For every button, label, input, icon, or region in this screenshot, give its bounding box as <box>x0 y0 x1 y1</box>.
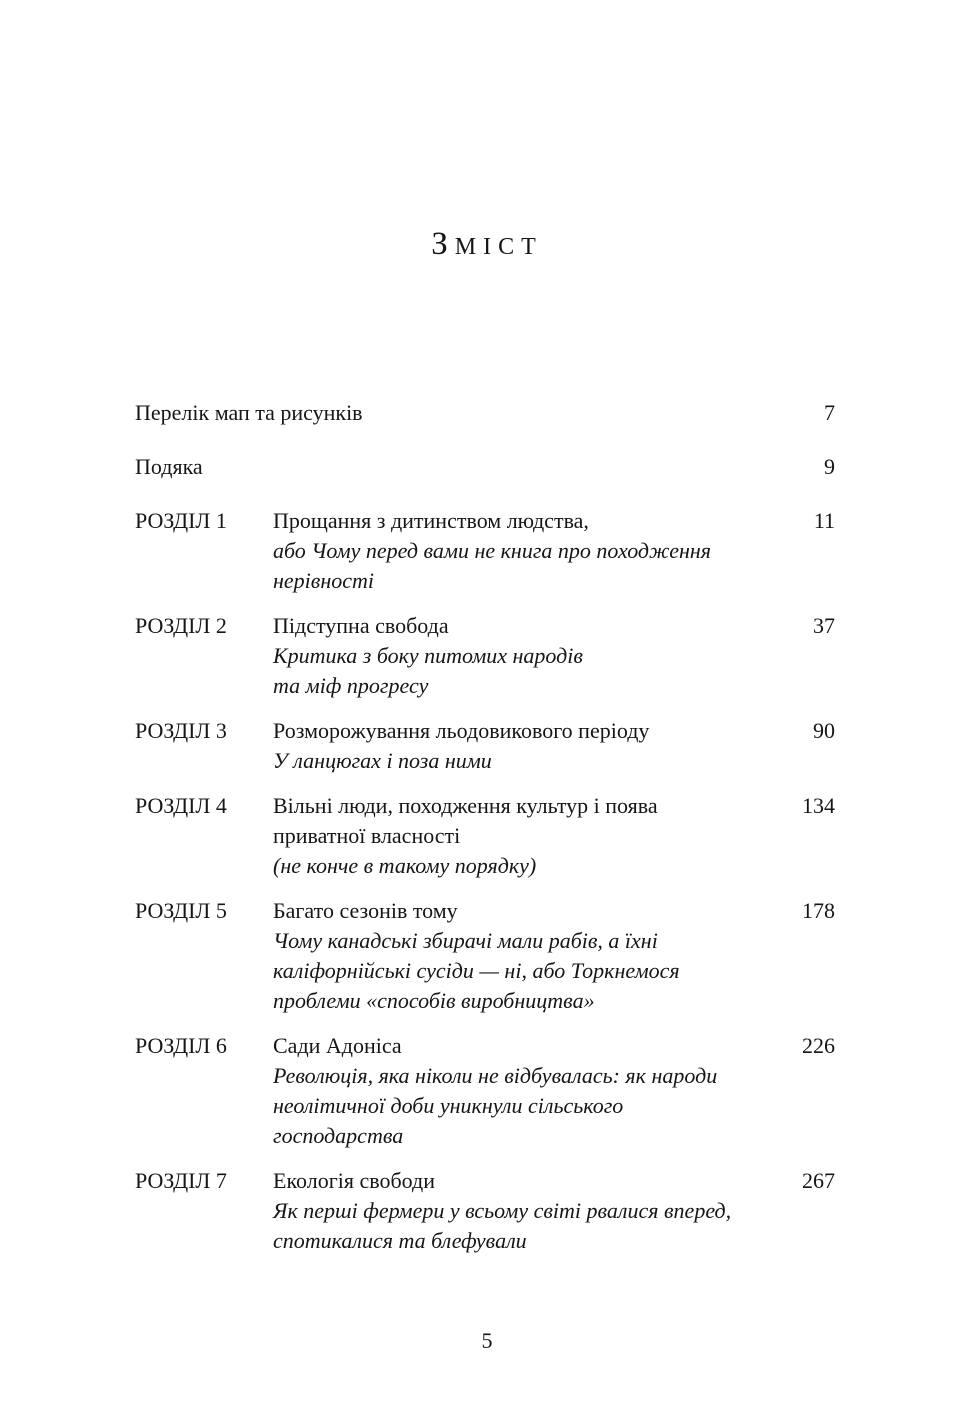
chapter-body <box>273 506 775 596</box>
toc-entry-page-number: 11 <box>813 508 835 533</box>
chapter-title-line: Екологія свободи <box>273 1168 435 1193</box>
chapter-title-line: Сади Адоніса <box>273 1033 402 1058</box>
chapter-title-line: Вільні люди, походження культур і поява <box>273 793 658 818</box>
chapter-subtitle-line: спотикалися та блефували <box>273 1228 527 1253</box>
chapter-subtitle-line: Революція, яка ніколи не відбувалась: як народи <box>273 1063 718 1088</box>
chapter-body <box>273 791 775 881</box>
chapter-title <box>273 791 775 851</box>
toc-entry-page-number: 37 <box>813 613 835 638</box>
toc-entry-chapter-2 <box>135 611 835 701</box>
chapter-label: РОЗДІЛ 3 <box>135 718 227 743</box>
chapter-label: РОЗДІЛ 4 <box>135 793 227 818</box>
chapter-subtitle <box>273 1061 775 1151</box>
chapter-subtitle <box>273 536 775 596</box>
chapter-label: РОЗДІЛ 2 <box>135 613 227 638</box>
chapter-title-line: Розморожування льодовикового періоду <box>273 718 650 743</box>
chapter-subtitle <box>273 1196 775 1256</box>
chapter-subtitle-line: нерівності <box>273 568 375 593</box>
chapter-title-line: приватної власності <box>273 823 461 848</box>
toc-entry-page-number: 7 <box>824 400 835 425</box>
toc-entry-label: Подяка <box>135 454 203 479</box>
chapter-title <box>273 896 775 926</box>
chapter-title <box>273 506 775 536</box>
chapter-label: РОЗДІЛ 6 <box>135 1033 227 1058</box>
chapter-title <box>273 611 775 641</box>
chapter-subtitle-line: Чому канадські збирачі мали рабів, а їхні <box>273 928 658 953</box>
toc-entry-page-number: 134 <box>802 793 835 818</box>
toc-entry-chapter-5 <box>135 896 835 1016</box>
page-title <box>0 228 974 261</box>
chapter-body <box>273 1166 775 1256</box>
chapter-subtitle <box>273 851 775 881</box>
chapter-subtitle <box>273 926 775 1016</box>
folio-page-number: 5 <box>481 1328 493 1353</box>
chapter-body <box>273 1031 775 1151</box>
toc-entry-chapter-7 <box>135 1166 835 1256</box>
chapter-subtitle-line: господарства <box>273 1123 404 1148</box>
chapter-subtitle-line: неолітичної доби уникнули сільського <box>273 1093 624 1118</box>
chapter-subtitle-line: або Чому перед вами не книга про походження <box>273 538 712 563</box>
chapter-subtitle <box>273 641 775 701</box>
toc-entry-chapter-4 <box>135 791 835 881</box>
toc-entry-page-number: 90 <box>813 718 835 743</box>
toc-entry-chapter-6 <box>135 1031 835 1151</box>
toc-entry-page-number: 9 <box>824 454 835 479</box>
chapter-label: РОЗДІЛ 1 <box>135 508 227 533</box>
chapter-title <box>273 1031 775 1061</box>
chapter-label: РОЗДІЛ 5 <box>135 898 227 923</box>
chapter-title-line: Прощання з дитинством людства, <box>273 508 589 533</box>
chapter-subtitle-line: каліфорнійські сусіди — ні, або Торкнемося <box>273 958 680 983</box>
chapter-subtitle-line: Критика з боку питомих народів <box>273 643 583 668</box>
chapter-subtitle-line: проблеми «способів виробництва» <box>273 988 595 1013</box>
chapter-subtitle-line: (не конче в такому порядку) <box>273 853 537 878</box>
toc-entry-label: Перелік мап та рисунків <box>135 400 363 425</box>
chapter-title <box>273 1166 775 1196</box>
toc-list <box>135 398 835 1271</box>
chapter-subtitle <box>273 746 775 776</box>
chapter-title-line: Багато сезонів тому <box>273 898 458 923</box>
chapter-body <box>273 611 775 701</box>
chapter-title <box>273 716 775 746</box>
toc-entry-page-number: 226 <box>802 1033 835 1058</box>
toc-entry-chapter-1 <box>135 506 835 596</box>
toc-entry-page-number: 267 <box>802 1168 835 1193</box>
chapter-body <box>273 896 775 1016</box>
chapter-body <box>273 716 775 776</box>
toc-entry-page-number: 178 <box>802 898 835 923</box>
toc-entry-chapter-3 <box>135 716 835 776</box>
page-title-rest: МІСТ <box>454 234 543 260</box>
page-title-initial: З <box>431 226 455 262</box>
chapter-subtitle-line: та міф прогресу <box>273 673 429 698</box>
chapter-title-line: Підступна свобода <box>273 613 449 638</box>
chapter-label: РОЗДІЛ 7 <box>135 1168 227 1193</box>
chapter-subtitle-line: Як перші фермери у всьому світі рвалися вперед, <box>273 1198 732 1223</box>
chapter-subtitle-line: У ланцюгах і поза ними <box>273 748 492 773</box>
toc-entry-list-of-maps <box>135 398 835 428</box>
toc-entry-acknowledgements <box>135 452 835 482</box>
